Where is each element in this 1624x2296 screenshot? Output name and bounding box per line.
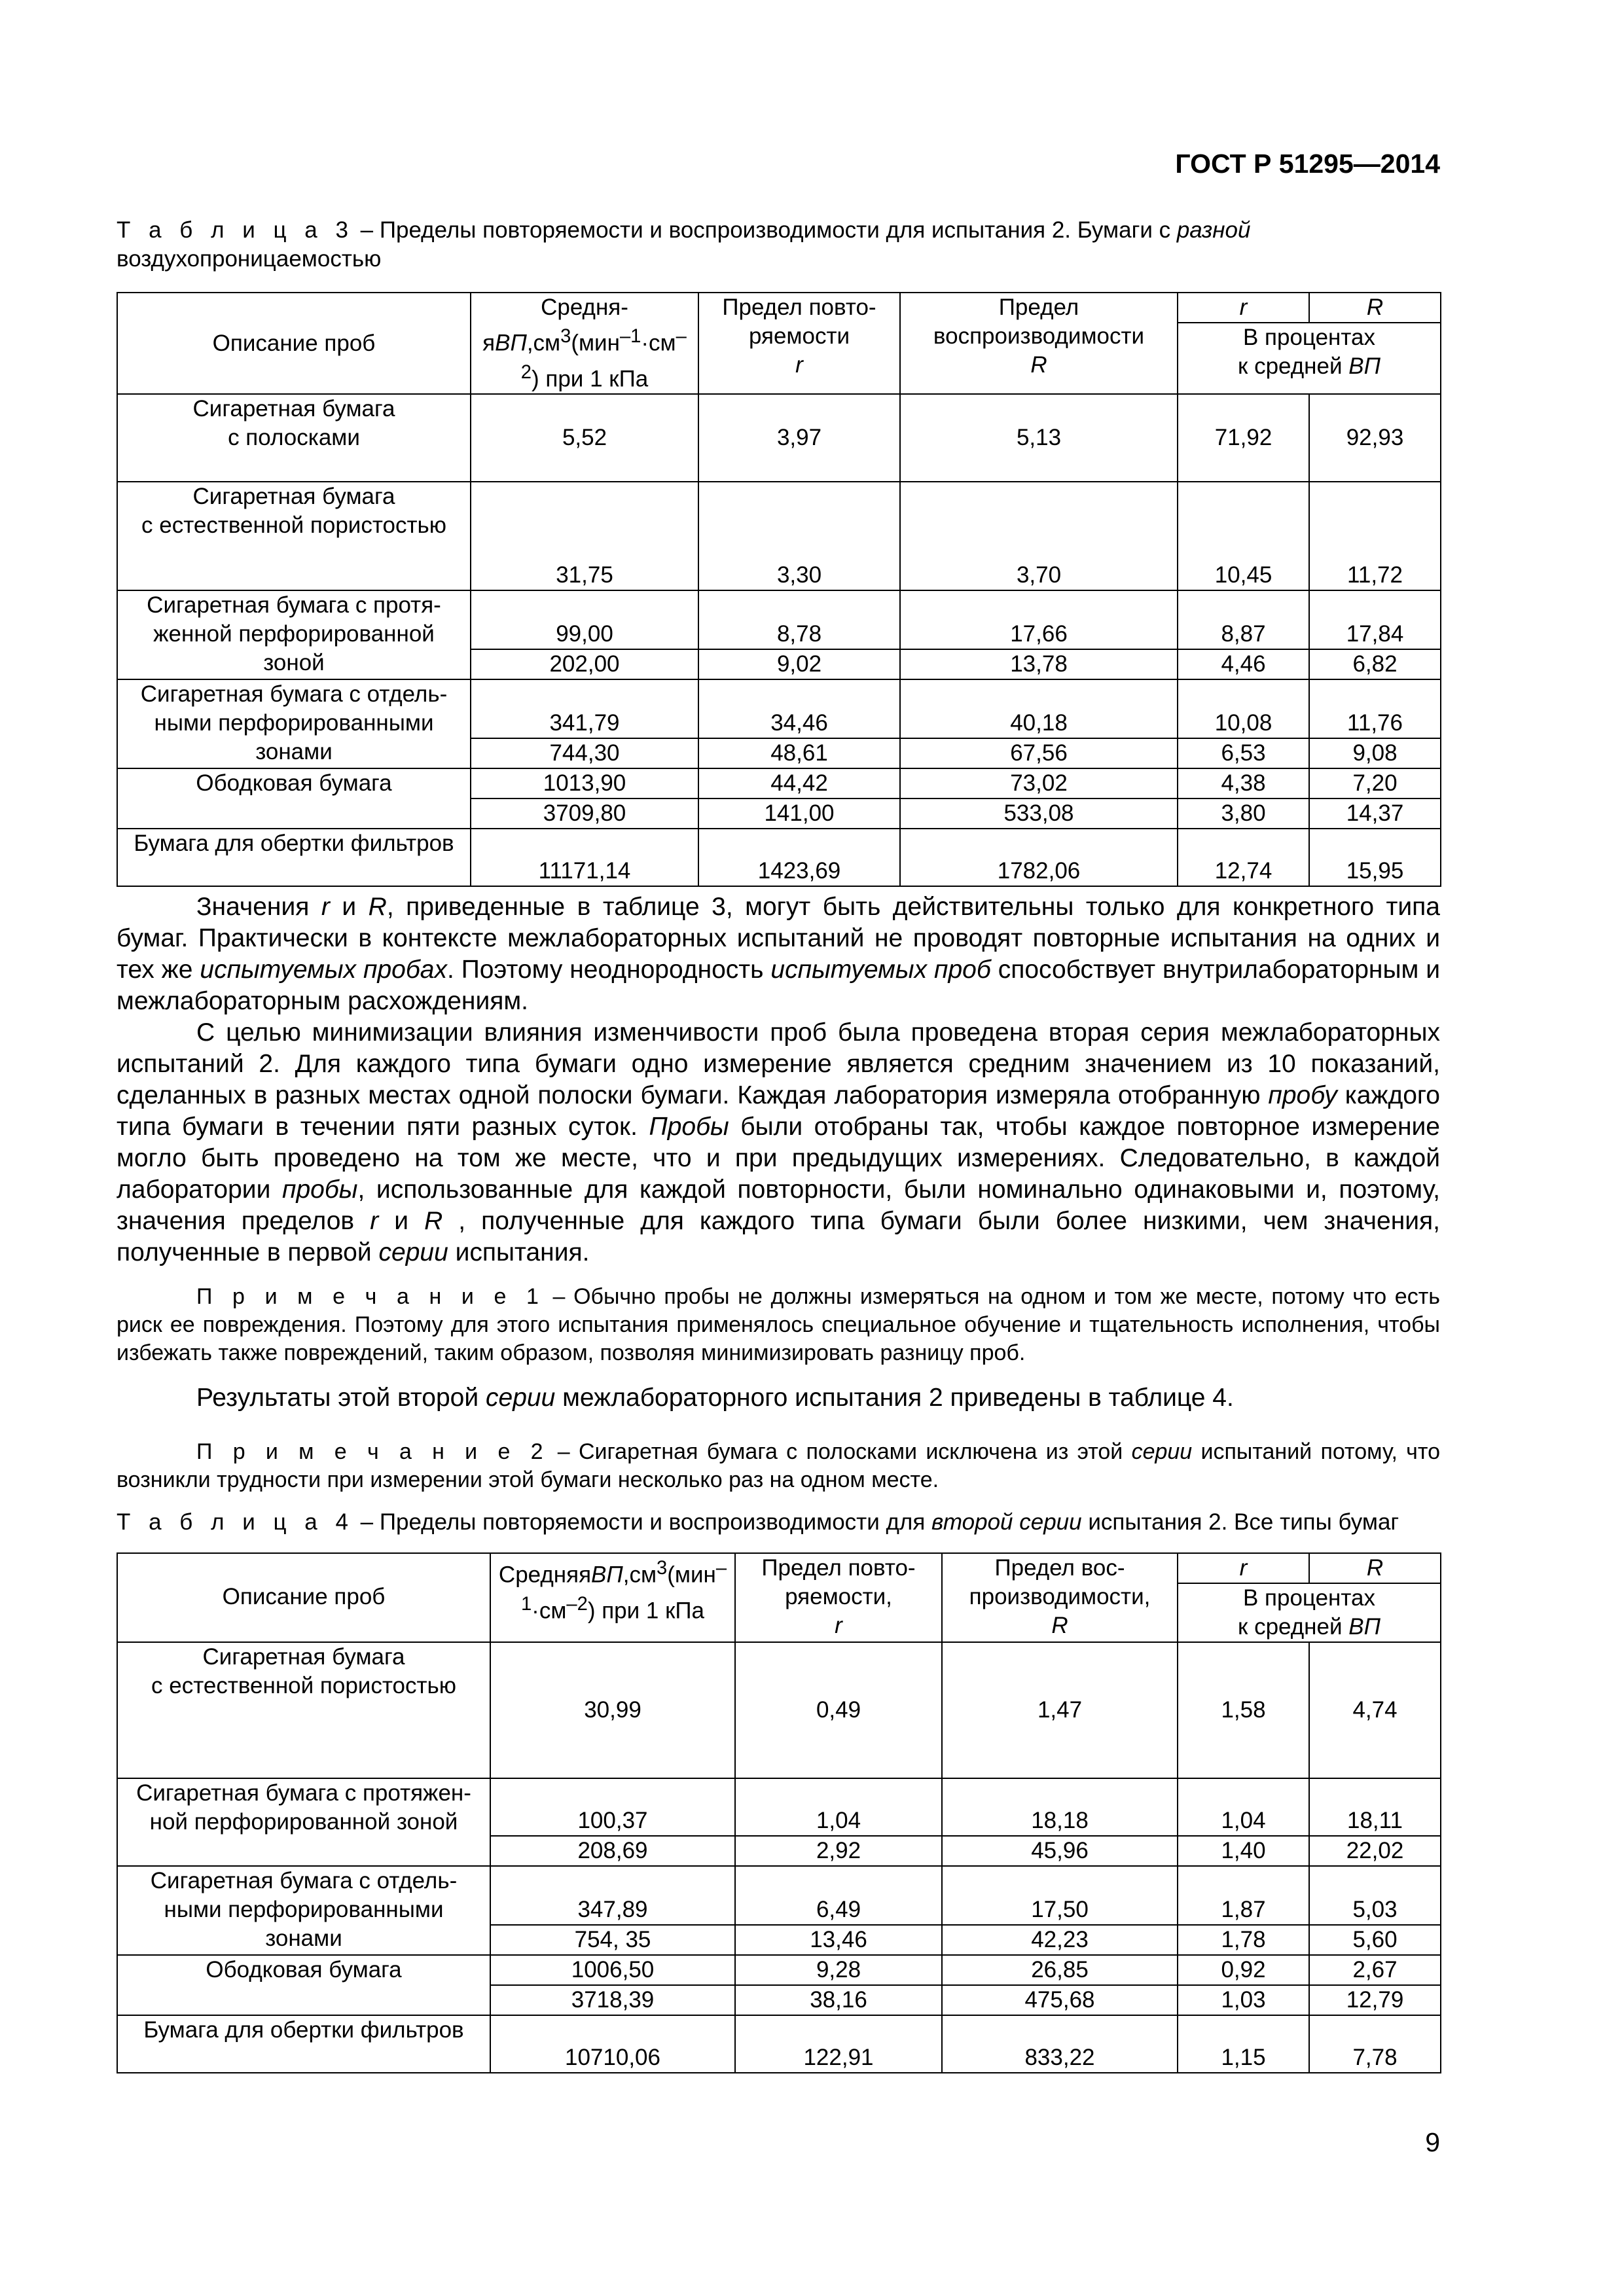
t3-cell: 11,76: [1309, 679, 1441, 738]
t4-cell: 1,04: [735, 1778, 942, 1836]
t4-cell: 208,69: [490, 1836, 735, 1866]
t3-cell: 10,08: [1178, 679, 1309, 738]
t4-cell: 3718,39: [490, 1985, 735, 2015]
t4-cell: 833,22: [942, 2015, 1178, 2073]
t3-cell: 3,80: [1178, 798, 1309, 829]
t3-cell: 3,30: [698, 482, 900, 590]
t3-cell: 14,37: [1309, 798, 1441, 829]
t4-cell: 18,18: [942, 1778, 1178, 1836]
t4-cell: 2,92: [735, 1836, 942, 1866]
note-1-label: П р и м е ч а н и е 1: [196, 1284, 545, 1309]
note-2: [117, 1438, 1440, 1494]
table-row: [117, 768, 1441, 798]
table-row: [117, 1778, 1441, 1836]
t4-cell: 18,11: [1309, 1778, 1441, 1836]
t3-header-r: r: [1178, 293, 1309, 323]
t3-cell: 4,38: [1178, 768, 1309, 798]
t4-header-mean: $СредняяВП,см^3(мин^-$ $^1\cdot см^{-2}$) при 1 кПа: [490, 1553, 735, 1642]
t4-cell: 1,04: [1178, 1778, 1309, 1836]
t4-desc: Сигаретная бумага с протяжен- ной перфорированной зоной: [117, 1778, 490, 1866]
note-2-text-b: испытаний потому, что возникли трудности при измерении этой бумаги несколько раз на одном месте.: [117, 1439, 1440, 1492]
table-row: [117, 394, 1441, 482]
paragraph-3: Результаты этой второй серии межлабораторного испытания 2 приведены в таблице 4.: [196, 1384, 1234, 1412]
t4-desc: Сигаретная бумага с отдель- ными перфорированными зонами: [117, 1866, 490, 1955]
t3-cell: 17,66: [900, 590, 1178, 649]
t4-desc: Сигаретная бумага с естественной пористостью: [117, 1642, 490, 1778]
t3-desc: Сигаретная бумага с протя- женной перфорированной зоной: [117, 590, 471, 679]
note-2-label: П р и м е ч а н и е 2: [196, 1439, 549, 1464]
table-row: [117, 2015, 1441, 2073]
page-number: 9: [1425, 2127, 1440, 2157]
note-1-text: – Обычно пробы не должны измеряться на одном и том же месте, потому что есть риск ее повреждения. Поэтому для этого испытания применялось специальное обучение и тщательность исполнения, чтобы избежать также повреждений, таким образом, позволяя минимизировать разницу проб.: [117, 1284, 1441, 1365]
t4-cell: 45,96: [942, 1836, 1178, 1866]
t4-cell: 4,74: [1309, 1642, 1441, 1778]
t3-header-repeatability: Предел повто- ряемости r: [698, 293, 900, 394]
t3-cell: 34,46: [698, 679, 900, 738]
t4-cell: 12,79: [1309, 1985, 1441, 2015]
t3-cell: 7,20: [1309, 768, 1441, 798]
t4-cell: 347,89: [490, 1866, 735, 1925]
t4-cell: 122,91: [735, 2015, 942, 2073]
t3-cell: 31,75: [471, 482, 698, 590]
t3-cell: 11,72: [1309, 482, 1441, 590]
t3-desc: Бумага для обертки фильтров: [117, 829, 471, 886]
t4-cell: 1,03: [1178, 1985, 1309, 2015]
table4-caption-label: Т а б л и ц а 4: [117, 1509, 354, 1535]
table4-caption: [117, 1508, 1440, 1537]
table-row: [117, 1642, 1441, 1778]
t3-header-mean: Средня- $яВП,см^3(мин^{-1}\cdot см^-$ $^2$) при 1 кПа: [471, 293, 698, 394]
t3-cell: 92,93: [1309, 394, 1441, 482]
t3-desc: Сигаретная бумага с естественной пористостью: [117, 482, 471, 590]
t4-cell: 0,49: [735, 1642, 942, 1778]
note-2-italic: серии: [1131, 1439, 1193, 1464]
t3-cell: 3709,80: [471, 798, 698, 829]
t4-cell: 13,46: [735, 1925, 942, 1955]
t3-cell: 48,61: [698, 738, 900, 768]
t3-cell: 202,00: [471, 649, 698, 679]
table3-caption-label: Т а б л и ц а 3: [117, 217, 354, 243]
t4-cell: 42,23: [942, 1925, 1178, 1955]
t3-cell: 99,00: [471, 590, 698, 649]
table3-caption-italic: разной: [1176, 217, 1251, 243]
t4-cell: 26,85: [942, 1955, 1178, 1985]
note-2-text-a: – Сигаретная бумага с полосками исключена из этой: [549, 1439, 1132, 1464]
table-row: [117, 590, 1441, 649]
t3-cell: 73,02: [900, 768, 1178, 798]
t4-cell: 5,03: [1309, 1866, 1441, 1925]
t4-cell: 2,67: [1309, 1955, 1441, 1985]
t3-cell: 11171,14: [471, 829, 698, 886]
t3-cell: 12,74: [1178, 829, 1309, 886]
t3-cell: 5,52: [471, 394, 698, 482]
table-row: [117, 829, 1441, 886]
body-text-block-2: [117, 1382, 1440, 1414]
t3-cell: 533,08: [900, 798, 1178, 829]
table3-caption-text-1: – Пределы повторяемости и воспроизводимости для испытания 2. Бумаги с: [353, 217, 1177, 243]
t3-cell: 3,70: [900, 482, 1178, 590]
t3-header-percent: В процентах к средней ВП: [1178, 323, 1441, 394]
table4: [117, 1552, 1441, 2073]
t3-cell: 13,78: [900, 649, 1178, 679]
t3-cell: 744,30: [471, 738, 698, 768]
t4-header-r: r: [1178, 1553, 1309, 1583]
t3-cell: 4,46: [1178, 649, 1309, 679]
t3-cell: 9,08: [1309, 738, 1441, 768]
paragraph-1: Значения r и R, приведенные в таблице 3, могут быть действительны только для конкретного типа бумаг. Практически в контексте межлабораторных испытаний не проводят повторные испытания на одних и тех же испытуемых пробах. Поэтому неоднородность испытуемых проб способствует внутрилабораторным и межлабораторным расхождениям.: [117, 893, 1441, 1015]
t4-cell: 17,50: [942, 1866, 1178, 1925]
t4-cell: 475,68: [942, 1985, 1178, 2015]
table3: [117, 292, 1441, 887]
t4-cell: 1,15: [1178, 2015, 1309, 2073]
table4-caption-italic: второй серии: [931, 1509, 1082, 1535]
t4-header-reproducibility: Предел вос- производимости, R: [942, 1553, 1178, 1642]
t4-cell: 0,92: [1178, 1955, 1309, 1985]
t3-cell: 9,02: [698, 649, 900, 679]
t4-header-description: Описание проб: [117, 1553, 490, 1642]
body-text-block-1: [117, 891, 1440, 1268]
table4-caption-text-2: испытания 2. Все типы бумаг: [1081, 1509, 1399, 1535]
table4-caption-text-1: – Пределы повторяемости и воспроизводимости для: [353, 1509, 931, 1535]
t4-desc: Ободковая бумага: [117, 1955, 490, 2015]
t4-cell: 754, 35: [490, 1925, 735, 1955]
t3-cell: 341,79: [471, 679, 698, 738]
t3-cell: 44,42: [698, 768, 900, 798]
t3-desc: Сигаретная бумага с полосками: [117, 394, 471, 482]
t3-cell: 67,56: [900, 738, 1178, 768]
t3-header-reproducibility: Предел воспроизводимости R: [900, 293, 1178, 394]
t4-cell: 7,78: [1309, 2015, 1441, 2073]
t4-cell: 22,02: [1309, 1836, 1441, 1866]
t4-header-percent: В процентах к средней ВП: [1178, 1583, 1441, 1642]
t4-cell: 38,16: [735, 1985, 942, 2015]
t4-cell: 1,47: [942, 1642, 1178, 1778]
document-code: ГОСТ Р 51295—2014: [1175, 149, 1440, 179]
t4-cell: 5,60: [1309, 1925, 1441, 1955]
t3-cell: 141,00: [698, 798, 900, 829]
t4-cell: 1006,50: [490, 1955, 735, 1985]
t3-cell: 40,18: [900, 679, 1178, 738]
t4-cell: 9,28: [735, 1955, 942, 1985]
t3-cell: 15,95: [1309, 829, 1441, 886]
t4-header-repeatability: Предел повто- ряемости, r: [735, 1553, 942, 1642]
t4-cell: 30,99: [490, 1642, 735, 1778]
t3-cell: 10,45: [1178, 482, 1309, 590]
t4-cell: 1,58: [1178, 1642, 1309, 1778]
t4-cell: 1,78: [1178, 1925, 1309, 1955]
t4-cell: 1,40: [1178, 1836, 1309, 1866]
t3-cell: 8,87: [1178, 590, 1309, 649]
t3-cell: 3,97: [698, 394, 900, 482]
t3-cell: 1423,69: [698, 829, 900, 886]
table3-caption-text-2: воздухопроницаемостью: [117, 246, 382, 272]
t4-cell: 100,37: [490, 1778, 735, 1836]
table3-caption: [117, 216, 1440, 274]
t4-cell: 10710,06: [490, 2015, 735, 2073]
t3-desc: Ободковая бумага: [117, 768, 471, 829]
table-row: [117, 1866, 1441, 1925]
t3-cell: 1782,06: [900, 829, 1178, 886]
t3-desc: Сигаретная бумага с отдель- ными перфорированными зонами: [117, 679, 471, 768]
t3-cell: 6,82: [1309, 649, 1441, 679]
t3-header-R: R: [1309, 293, 1441, 323]
t4-desc: Бумага для обертки фильтров: [117, 2015, 490, 2073]
table-row: [117, 679, 1441, 738]
table-row: [117, 1955, 1441, 1985]
table-row: [117, 482, 1441, 590]
note-1: [117, 1283, 1440, 1367]
t3-cell: 5,13: [900, 394, 1178, 482]
t3-cell: 1013,90: [471, 768, 698, 798]
t3-cell: 6,53: [1178, 738, 1309, 768]
t3-header-description: Описание проб: [117, 293, 471, 394]
t3-cell: 71,92: [1178, 394, 1309, 482]
t3-cell: 17,84: [1309, 590, 1441, 649]
paragraph-2: С целью минимизации влияния изменчивости проб была проведена вторая серия межлабораторных испытаний 2. Для каждого типа бумаги одно измерение является средним значением из 10 показаний, сделанных в разных местах одной полоски бумаги. Каждая лаборатория измеряла отобранную пробу каждого типа бумаги в течении пяти разных суток. Пробы были отобраны так, чтобы каждое повторное измерение могло быть проведено на том же месте, что и при предыдущих измерениях. Следовательно, в каждой лаборатории пробы, использованные для каждой повторности, были номинально одинаковыми и, поэтому, значения пределов r и R , полученные для каждого типа бумаги были более низкими, чем значения, полученные в первой серии испытания.: [117, 1018, 1440, 1266]
t4-cell: 6,49: [735, 1866, 942, 1925]
t3-cell: 8,78: [698, 590, 900, 649]
t4-header-R: R: [1309, 1553, 1441, 1583]
t4-cell: 1,87: [1178, 1866, 1309, 1925]
